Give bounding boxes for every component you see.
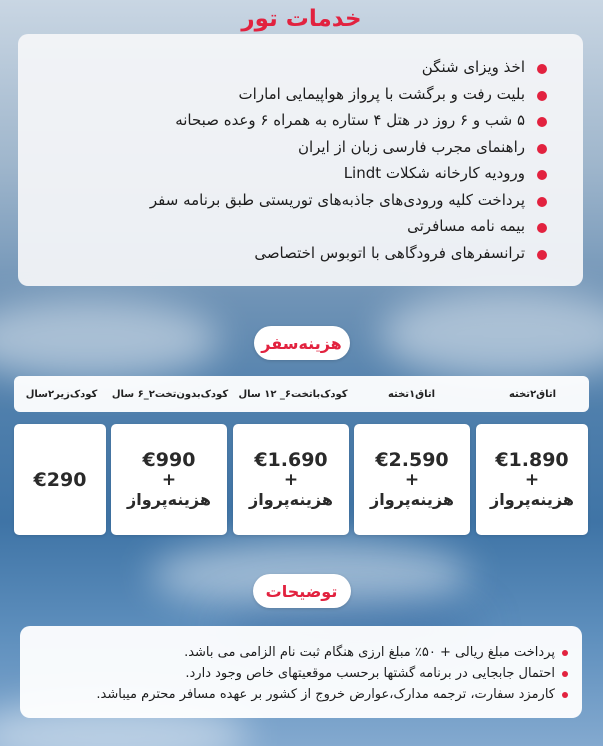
notes-list bbox=[96, 642, 568, 705]
background-cloud bbox=[380, 290, 603, 380]
cost-column-header: اتاق۱تخته bbox=[387, 388, 436, 400]
price-card-child-with-bed bbox=[233, 424, 349, 535]
price-amount: €1.890 bbox=[495, 448, 569, 471]
price-plus: + bbox=[161, 469, 177, 490]
price-flight-cost: هزینه‌پرواز bbox=[127, 489, 211, 509]
bullet-dot-icon bbox=[537, 91, 547, 101]
services-item: ۵ شب و ۶ روز در هتل ۴ ستاره به همراه ۶ وعده صبحانه bbox=[150, 107, 547, 134]
cost-column-header: کودک‌بدون‌تخت۲_۶ سال bbox=[111, 388, 229, 400]
bullet-dot-icon bbox=[537, 170, 547, 180]
cost-column-header: کودک‌زیر۲سال bbox=[25, 388, 98, 400]
notes-item: پرداخت مبلغ ریالی + ۵۰٪ مبلغ ارزی هنگام ثبت نام الزامی می باشد. bbox=[96, 642, 568, 663]
notes-card bbox=[20, 626, 582, 718]
price-card-double-room bbox=[476, 424, 588, 535]
services-item: بلیت رفت و برگشت با پرواز هواپیمایی امارات bbox=[150, 81, 547, 108]
bullet-dot-icon bbox=[537, 223, 547, 233]
bullet-dot-icon bbox=[537, 117, 547, 127]
price-plus: + bbox=[283, 469, 299, 490]
bullet-dot-icon bbox=[562, 692, 568, 698]
bullet-dot-icon bbox=[537, 144, 547, 154]
price-flight-cost: هزینه‌پرواز bbox=[370, 489, 454, 509]
services-item: پرداخت کلیه ورودی‌های جاذبه‌های توریستی طبق برنامه سفر bbox=[150, 187, 547, 214]
price-flight-cost: هزینه‌پرواز bbox=[490, 489, 574, 509]
bullet-dot-icon bbox=[562, 671, 568, 677]
notes-item: کارمزد سفارت، ترجمه مدارک،عوارض خروج از کشور بر عهده مسافر محترم میباشد. bbox=[96, 684, 568, 705]
price-card-infant bbox=[14, 424, 106, 535]
price-amount: €990 bbox=[142, 448, 196, 471]
notes-item: احتمال جابجایی در برنامه گشتها برحسب موقعیتهای خاص وجود دارد. bbox=[96, 663, 568, 684]
price-amount: €2.590 bbox=[375, 448, 449, 471]
background-cloud bbox=[0, 300, 220, 380]
services-list bbox=[150, 54, 547, 266]
services-item: اخذ ویزای شنگن bbox=[150, 54, 547, 81]
services-item: ورودیه کارخانه شکلات Lindt bbox=[150, 160, 547, 187]
services-item: راهنمای مجرب فارسی زبان از ایران bbox=[150, 134, 547, 161]
services-card bbox=[18, 34, 583, 286]
bullet-dot-icon bbox=[537, 64, 547, 74]
services-item: ترانسفرهای فرودگاهی با اتوبوس اختصاصی bbox=[150, 240, 547, 267]
price-amount: €290 bbox=[33, 468, 87, 491]
bullet-dot-icon bbox=[562, 650, 568, 656]
bullet-dot-icon bbox=[537, 250, 547, 260]
price-flight-cost: هزینه‌پرواز bbox=[249, 489, 333, 509]
cost-column-header: اتاق۲تخته bbox=[508, 388, 557, 400]
cost-title-pill: هزینه‌سفر bbox=[254, 326, 350, 360]
notes-title-pill: توضیحات bbox=[253, 574, 351, 608]
cost-header-strip bbox=[14, 376, 589, 412]
bullet-dot-icon bbox=[537, 197, 547, 207]
cost-column-header: کودک‌باتخت۶_ ۱۲ سال bbox=[238, 388, 348, 400]
services-item: بیمه نامه مسافرتی bbox=[150, 213, 547, 240]
price-plus: + bbox=[524, 469, 540, 490]
services-title: خدمات تور bbox=[241, 6, 362, 32]
price-card-child-without-bed bbox=[111, 424, 227, 535]
price-amount: €1.690 bbox=[254, 448, 328, 471]
price-plus: + bbox=[404, 469, 420, 490]
price-card-single-room bbox=[354, 424, 470, 535]
